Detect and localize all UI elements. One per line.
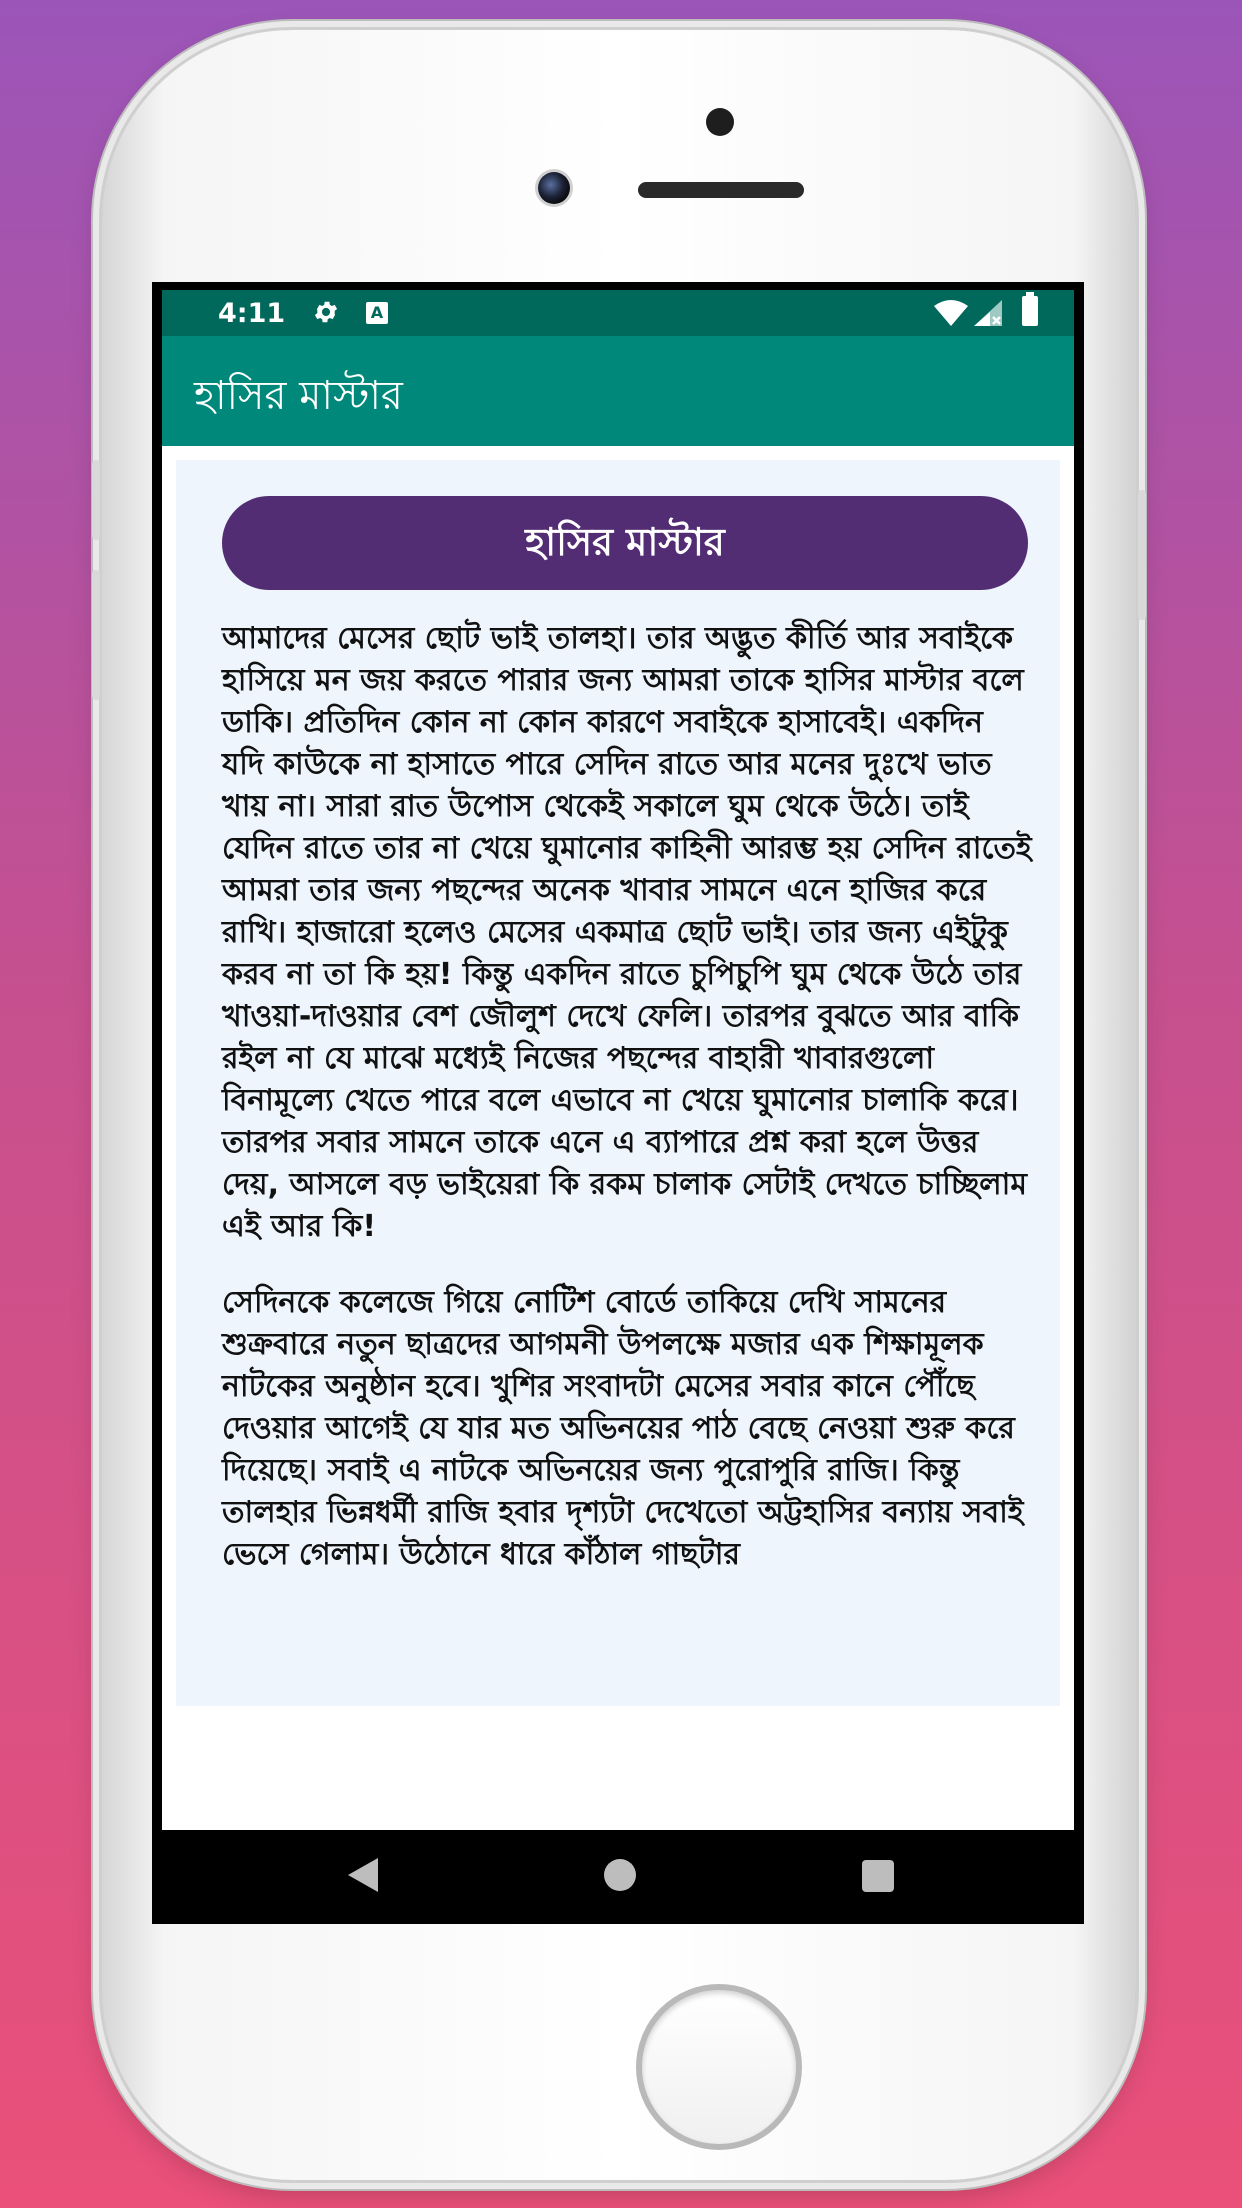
back-icon[interactable] [348, 1858, 378, 1892]
recents-icon[interactable] [862, 1860, 894, 1892]
a-icon: A [366, 302, 388, 324]
navigation-bar [162, 1830, 1074, 1924]
content-bottom-space [162, 1706, 1074, 1830]
story-paragraph: সেদিনকে কলেজে গিয়ে নোটিশ বোর্ডে তাকিয়ে দেখি সামনের শুক্রবারে নতুন ছাত্রদের আগমনী উপলক্ষে মজার এক শিক্ষামূলক নাটকের অনুষ্ঠান হবে। খুশির সংবাদটা মেসের সবার কানে পৌঁছে দেওয়ার আগেই যে যার মত অভিনয়ের পাঠ বেছে নেওয়া শুরু করে দিয়েছে। সবাই এ নাটকে অভিনয়ের জন্য পুরোপুরি রাজি। কিন্তু তালহার ভিন্নধর্মী রাজি হবার দৃশ্যটা দেখেতো অট্টহাসির বন্যায় সবাই ভেসে গেলাম। উঠোনে ধারে কাঁঠাল গাছটার [222, 1285, 1024, 1572]
sensor-dot [706, 108, 734, 136]
story-paragraph: আমাদের মেসের ছোট ভাই তালহা। তার অদ্ভুত কীর্তি আর সবাইকে হাসিয়ে মন জয় করতে পারার জন্য আমরা তাকে হাসির মাস্টার বলে ডাকি। প্রতিদিন কোন না কোন কারণে সবাইকে হাসাবেই। একদিন যদি কাউকে না হাসাতে পারে সেদিন রাতে আর মনের দুঃখে ভাত খায় না। সারা রাত উপোস থেকেই সকালে ঘুম থেকে উঠে। তাই যেদিন রাতে তার না খেয়ে ঘুমানোর কাহিনী আরম্ভ হয় সেদিন রাতেই আমরা তার জন্য পছন্দের অনেক খাবার সামনে এনে হাজির করে রাখি। হাজারো হলেও মেসের একমাত্র ছোট ভাই। তার জন্য এইটুকু করব না তা কি হয়! কিন্তু একদিন রাতে চুপিচুপি ঘুম থেকে উঠে তার খাওয়া-দাওয়ার বেশ জৌলুশ দেখে ফেলি। তারপর বুঝতে আর বাকি রইল না যে মাঝে মধ্যেই নিজের পছন্দের বাহারী খাবারগুলো বিনামূল্যে খেতে পারে বলে এভাবে না খেয়ে ঘুমানোর চালাকি করে। তারপর সবার সামনে তাকে এনে এ ব্যাপারে প্রশ্ন করা হলে উত্তর দেয়, আসলে বড় ভাইয়েরা কি রকম চালাক সেটাই দেখতে চাচ্ছিলাম এই আর কি! [222, 621, 1032, 1244]
story-title-banner: হাসির মাস্টার [222, 496, 1028, 590]
app-title: হাসির মাস্টার [194, 373, 403, 419]
app-bar [162, 336, 1074, 446]
story-body [222, 618, 1034, 1610]
phone-volume-down-button [1138, 490, 1146, 620]
home-icon[interactable] [604, 1859, 636, 1891]
phone-side-button [92, 460, 100, 540]
battery-icon [1022, 296, 1038, 326]
device-screen [152, 282, 1084, 1924]
story-card [176, 460, 1060, 1706]
wifi-icon [934, 300, 968, 326]
story-content-area[interactable] [162, 446, 1074, 1830]
gear-icon [312, 298, 340, 326]
signal-icon [974, 300, 1002, 326]
front-camera [538, 172, 570, 204]
phone-volume-up-button [92, 570, 100, 700]
status-bar [162, 290, 1074, 336]
earpiece-speaker [638, 182, 804, 198]
phone-home-button[interactable] [636, 1984, 802, 2150]
status-time: 4:11 [218, 298, 286, 329]
